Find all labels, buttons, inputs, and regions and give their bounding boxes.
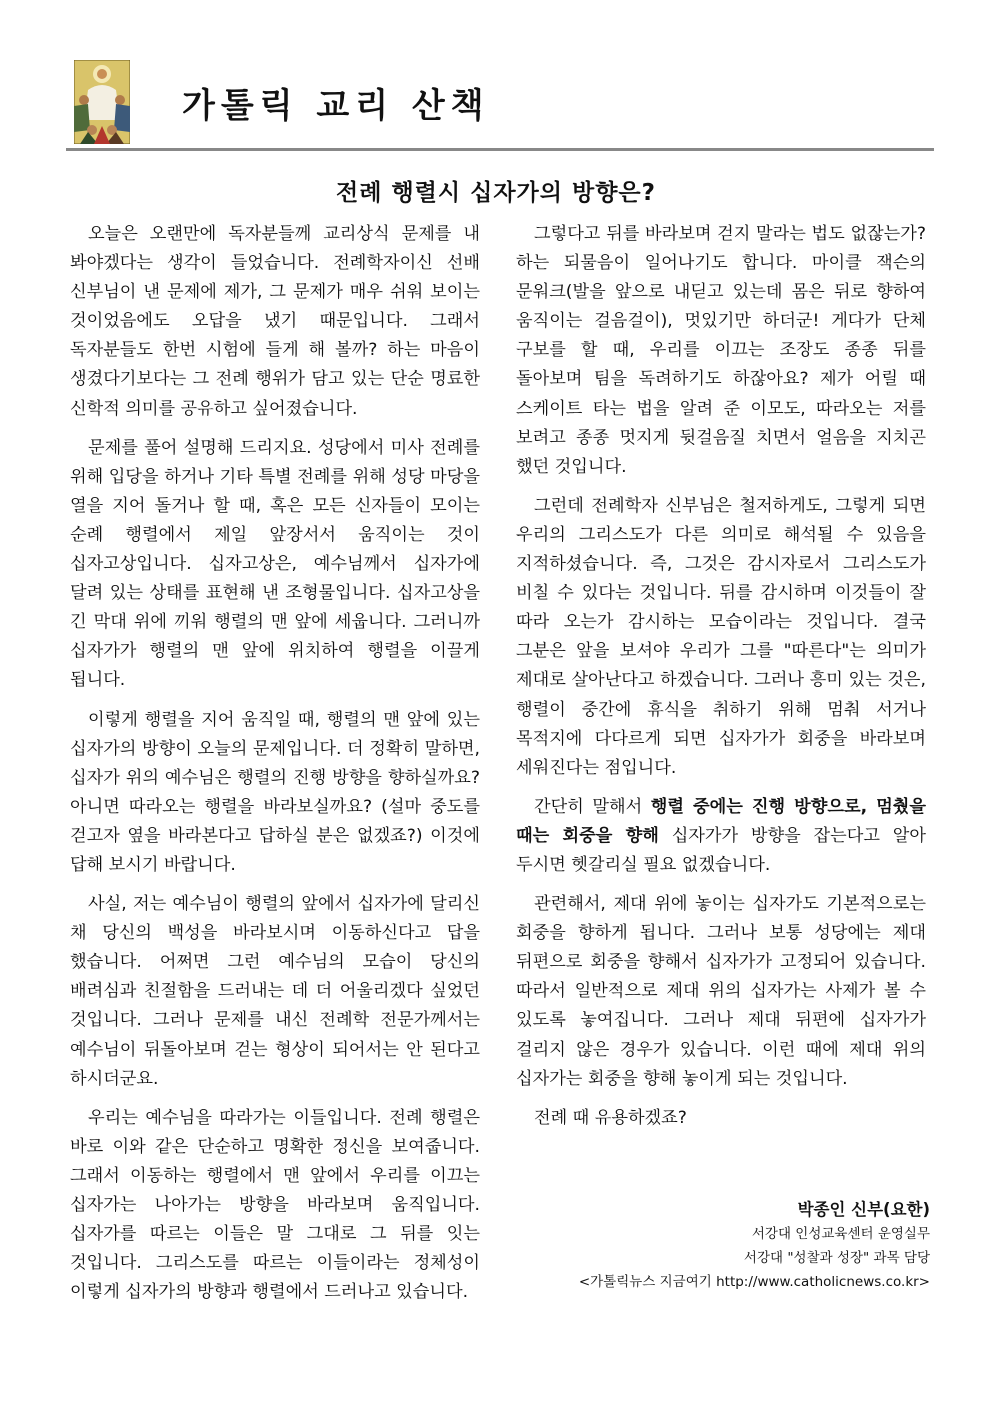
paragraph: 오늘은 오랜만에 독자분들께 교리상식 문제를 내 봐야겠다는 생각이 들었습니다. 전례학자이신 선배 신부님이 낸 문제에 제가, 그 문제가 매우 쉬워 보이는 것이었음에도 오답을 냈기 때문입니다. 그래서 독자분들도 한번 시험에 들게 해 볼까? 하는 마음이 생겼다기보다는 그 전례 행위가 담고 있는 단순 명료한 신학적 의미를 공유하고 싶어졌습니다.: [70, 224, 480, 419]
source-line: <가톨릭뉴스 지금여기 http://www.catholicnews.co.kr>: [578, 1274, 930, 1290]
header-divider: [66, 148, 934, 151]
left-column: [70, 220, 480, 1317]
paragraph: 그런데 전례학자 신부님은 철저하게도, 그렇게 되면 우리의 그리스도가 다른 의미로 해석될 수 있음을 지적하셨습니다. 즉, 그것은 감시자로서 그리스도가 비칠 수 있다는 것입니다. 뒤를 감시하며 이것들이 잘 따라 오는가 감시하는 모습이라는 것입니다. 결국 그분은 앞을 보셔야 우리가 그를 "따른다"는 의미가 제대로 살아난다고 하겠습니다. 그러나 흥미 있는 것은, 행렬이 중간에 휴식을 취하기 위해 멈춰 서거나 목적지에 다다르게 되면 십자가가 회중을 바라보며 세워진다는 점입니다.: [516, 495, 926, 778]
right-column: [516, 220, 926, 1143]
paragraph: 이렇게 행렬을 지어 움직일 때, 행렬의 맨 앞에 있는 십자가의 방향이 오늘의 문제입니다. 더 정확히 말하면, 십자가 위의 예수님은 행렬의 진행 방향을 향하실까요? 아니면 따라오는 행렬을 바라보실까요? (설마 중도를 걷고자 옆을 바라본다고 답하실 분은 없겠죠?) 이것에 답해 보시기 바랍니다.: [70, 709, 480, 875]
section-title: 가톨릭 교리 산책: [182, 86, 490, 126]
author-name: 박종인 신부(요한): [797, 1200, 930, 1219]
emphasis-paragraph: [516, 793, 926, 880]
paragraph: 관련해서, 제대 위에 놓이는 십자가도 기본적으로는 회중을 향하게 됩니다. 그러나 보통 성당에는 제대 뒤편으로 회중을 향해서 십자가가 고정되어 있습니다. 따라서 일반적으로 제대 위의 십자가는 사제가 볼 수 있도록 놓여집니다. 그러나 제대 뒤편에 십자가가 걸리지 않은 경우가 있습니다. 이런 때에 제대 위의 십자가는 회중을 향해 놓이게 되는 것입니다.: [516, 894, 926, 1089]
author-affiliation: 서강대 "성찰과 성장" 과목 담당: [743, 1250, 930, 1266]
article-title: 전례 행렬시 십자가의 방향은?: [336, 180, 656, 206]
paragraph: 우리는 예수님을 따라가는 이들입니다. 전례 행렬은 바로 이와 같은 단순하고 명확한 정신을 보여줍니다. 그래서 이동하는 행렬에서 맨 앞에서 우리를 이끄는 십자가는 나아가는 방향을 바라보며 움직입니다. 십자가를 따르는 이들은 말 그대로 그 뒤를 잇는 것입니다. 그리스도를 따르는 이들이라는 정체성이 이렇게 십자가의 방향과 행렬에서 드러나고 있습니다.: [70, 1107, 480, 1303]
emphasis-bold: 행렬 중에는 진행 방향으로, 멈췄을 때는 회중을 향해: [516, 796, 926, 846]
paragraph: 사실, 저는 예수님이 행렬의 앞에서 십자가에 달리신 채 당신의 백성을 바라보시며 이동하신다고 답을 했습니다. 어쩌면 그런 예수님의 모습이 당신의 배려심과 친절함을 드러내는 데 더 어울리겠다 싶었던 것입니다. 그러나 문제를 내신 전례학 전문가께서는 예수님이 뒤돌아보며 걷는 형상이 되어서는 안 된다고 하시더군요.: [70, 894, 480, 1089]
emphasis-lead: 간단히 말해서: [534, 796, 651, 817]
author-affiliation: 서강대 인성교육센터 운영실무: [751, 1226, 930, 1242]
paragraph: 그렇다고 뒤를 바라보며 걷지 말라는 법도 없잖는가? 하는 되물음이 일어나기도 합니다. 마이클 잭슨의 문워크(발을 앞으로 내딛고 있는데 몸은 뒤로 향하여 움직이는 걸음걸이), 멋있기만 하더군! 게다가 단체 구보를 할 때, 우리를 이끄는 조장도 종종 뒤를 돌아보며 팀을 독려하기도 하잖아요? 제가 어릴 때 스케이트 타는 법을 알려 준 이모도, 따라오는 저를 보려고 종종 멋지게 뒷걸음질 치면서 얼음을 지치곤 했던 것입니다.: [516, 224, 926, 477]
jesus-disciples-logo-icon: [74, 60, 130, 144]
page-header: [74, 60, 934, 146]
paragraph: 전례 때 유용하겠죠?: [534, 1107, 687, 1128]
byline: [520, 1198, 930, 1294]
emphasis-tail: 십자가가 방향을 잡는다고 알아 두시면 헷갈리실 필요 없겠습니다.: [516, 825, 926, 875]
paragraph: 문제를 풀어 설명해 드리지요. 성당에서 미사 전례를 위해 입당을 하거나 기타 특별 전례를 위해 성당 마당을 열을 지어 돌거나 할 때, 혹은 모든 신자들이 모이는 순례 행렬에서 제일 앞장서서 움직이는 것이 십자고상입니다. 십자고상은, 예수님께서 십자가에 달려 있는 상태를 표현해 낸 조형물입니다. 십자고상을 긴 막대 위에 끼워 행렬의 맨 앞에 세웁니다. 그러니까 십자가가 행렬의 맨 앞에 위치하여 행렬을 이끌게 됩니다.: [70, 437, 480, 691]
